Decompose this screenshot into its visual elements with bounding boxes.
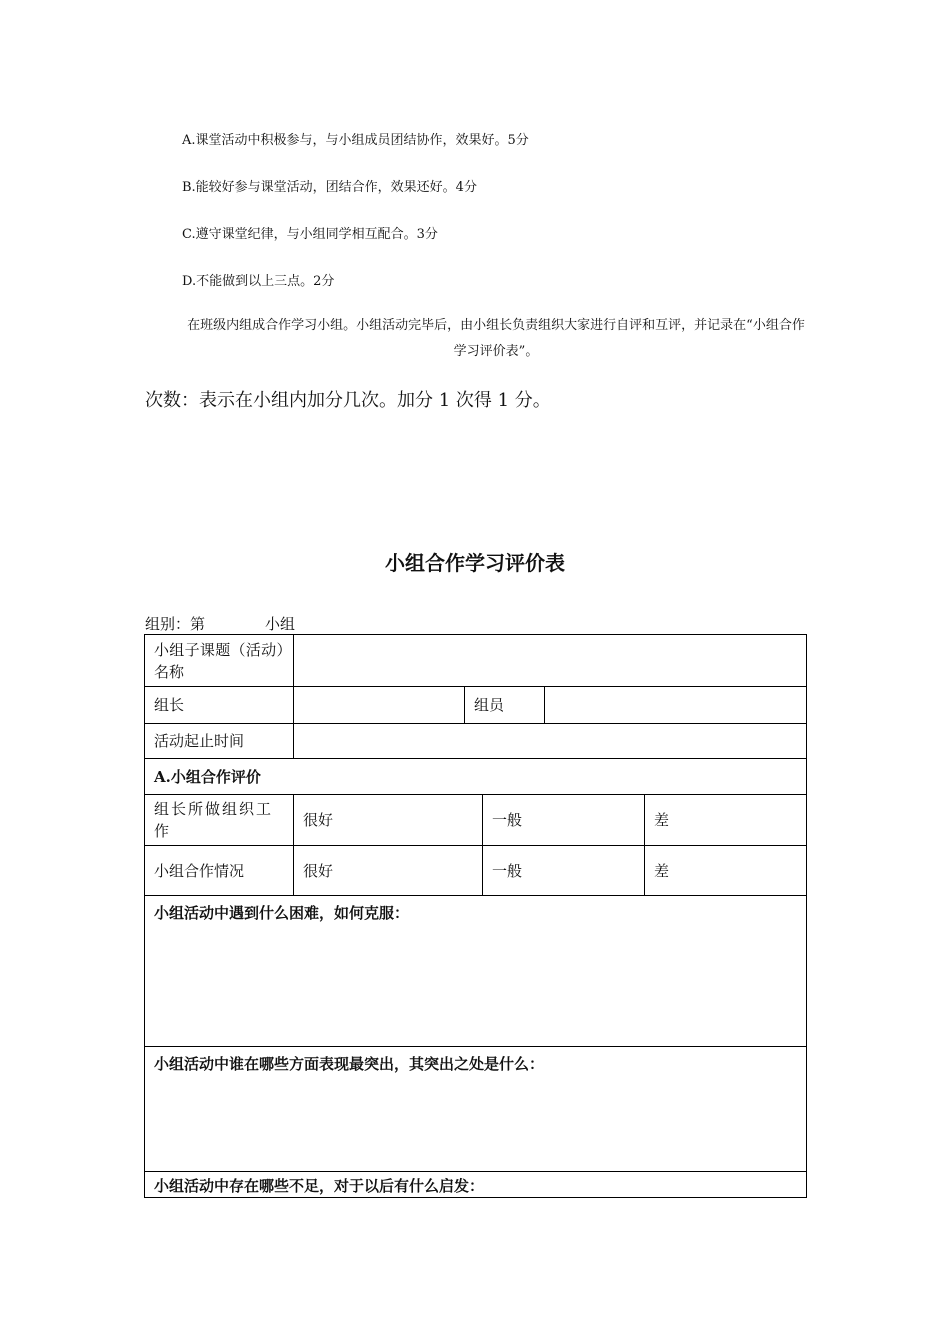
- instruction-paragraph: 在班级内组成合作学习小组。小组活动完毕后，由小组长负责组织大家进行自评和互评，并记录在“小组合作学习评价表”。: [187, 318, 805, 359]
- form-title: 小组合作学习评价表: [385, 551, 565, 575]
- member-label: 组员: [465, 687, 545, 724]
- time-field[interactable]: [294, 724, 807, 759]
- leader-work-bad[interactable]: 差: [645, 795, 807, 846]
- question-3[interactable]: 小组活动中存在哪些不足，对于以后有什么启发：: [145, 1172, 807, 1198]
- question-3-row: [145, 1172, 807, 1198]
- cooperation-bad[interactable]: 差: [645, 846, 807, 896]
- score-note: 次数：表示在小组内加分几次。加分 1 次得 1 分。: [145, 390, 551, 411]
- topic-row: [145, 635, 807, 687]
- option-a: A.课堂活动中积极参与，与小组成员团结协作，效果好。5分: [182, 133, 529, 148]
- leader-label: 组长: [145, 687, 294, 724]
- section-a-row: [145, 759, 807, 795]
- cooperation-label: 小组合作情况: [145, 846, 294, 896]
- leader-field[interactable]: [294, 687, 465, 724]
- question-2-row: [145, 1047, 807, 1172]
- evaluation-table: [144, 634, 807, 1198]
- group-line: [145, 613, 295, 634]
- member-field[interactable]: [545, 687, 807, 724]
- leader-work-good[interactable]: 很好: [294, 795, 483, 846]
- leader-work-label: 组长所做组织工作: [145, 795, 294, 846]
- leader-row: [145, 687, 807, 724]
- question-1[interactable]: 小组活动中遇到什么困难，如何克服：: [145, 896, 807, 1047]
- question-1-row: [145, 896, 807, 1047]
- option-b: B.能较好参与课堂活动，团结合作，效果还好。4分: [182, 180, 477, 195]
- question-2[interactable]: 小组活动中谁在哪些方面表现最突出，其突出之处是什么：: [145, 1047, 807, 1172]
- time-label: 活动起止时间: [145, 724, 294, 759]
- topic-label: 小组子课题（活动）名称: [145, 635, 294, 687]
- time-row: [145, 724, 807, 759]
- cooperation-row: [145, 846, 807, 896]
- option-d: D.不能做到以上三点。2分: [182, 274, 335, 289]
- section-a-heading: A.小组合作评价: [145, 759, 807, 795]
- cooperation-ok[interactable]: 一般: [483, 846, 645, 896]
- leader-work-row: [145, 795, 807, 846]
- group-suffix: 小组: [265, 615, 296, 633]
- group-prefix: 组别：第: [145, 615, 206, 633]
- option-c: C.遵守课堂纪律，与小组同学相互配合。3分: [182, 227, 438, 242]
- cooperation-good[interactable]: 很好: [294, 846, 483, 896]
- topic-field[interactable]: [294, 635, 807, 687]
- leader-work-ok[interactable]: 一般: [483, 795, 645, 846]
